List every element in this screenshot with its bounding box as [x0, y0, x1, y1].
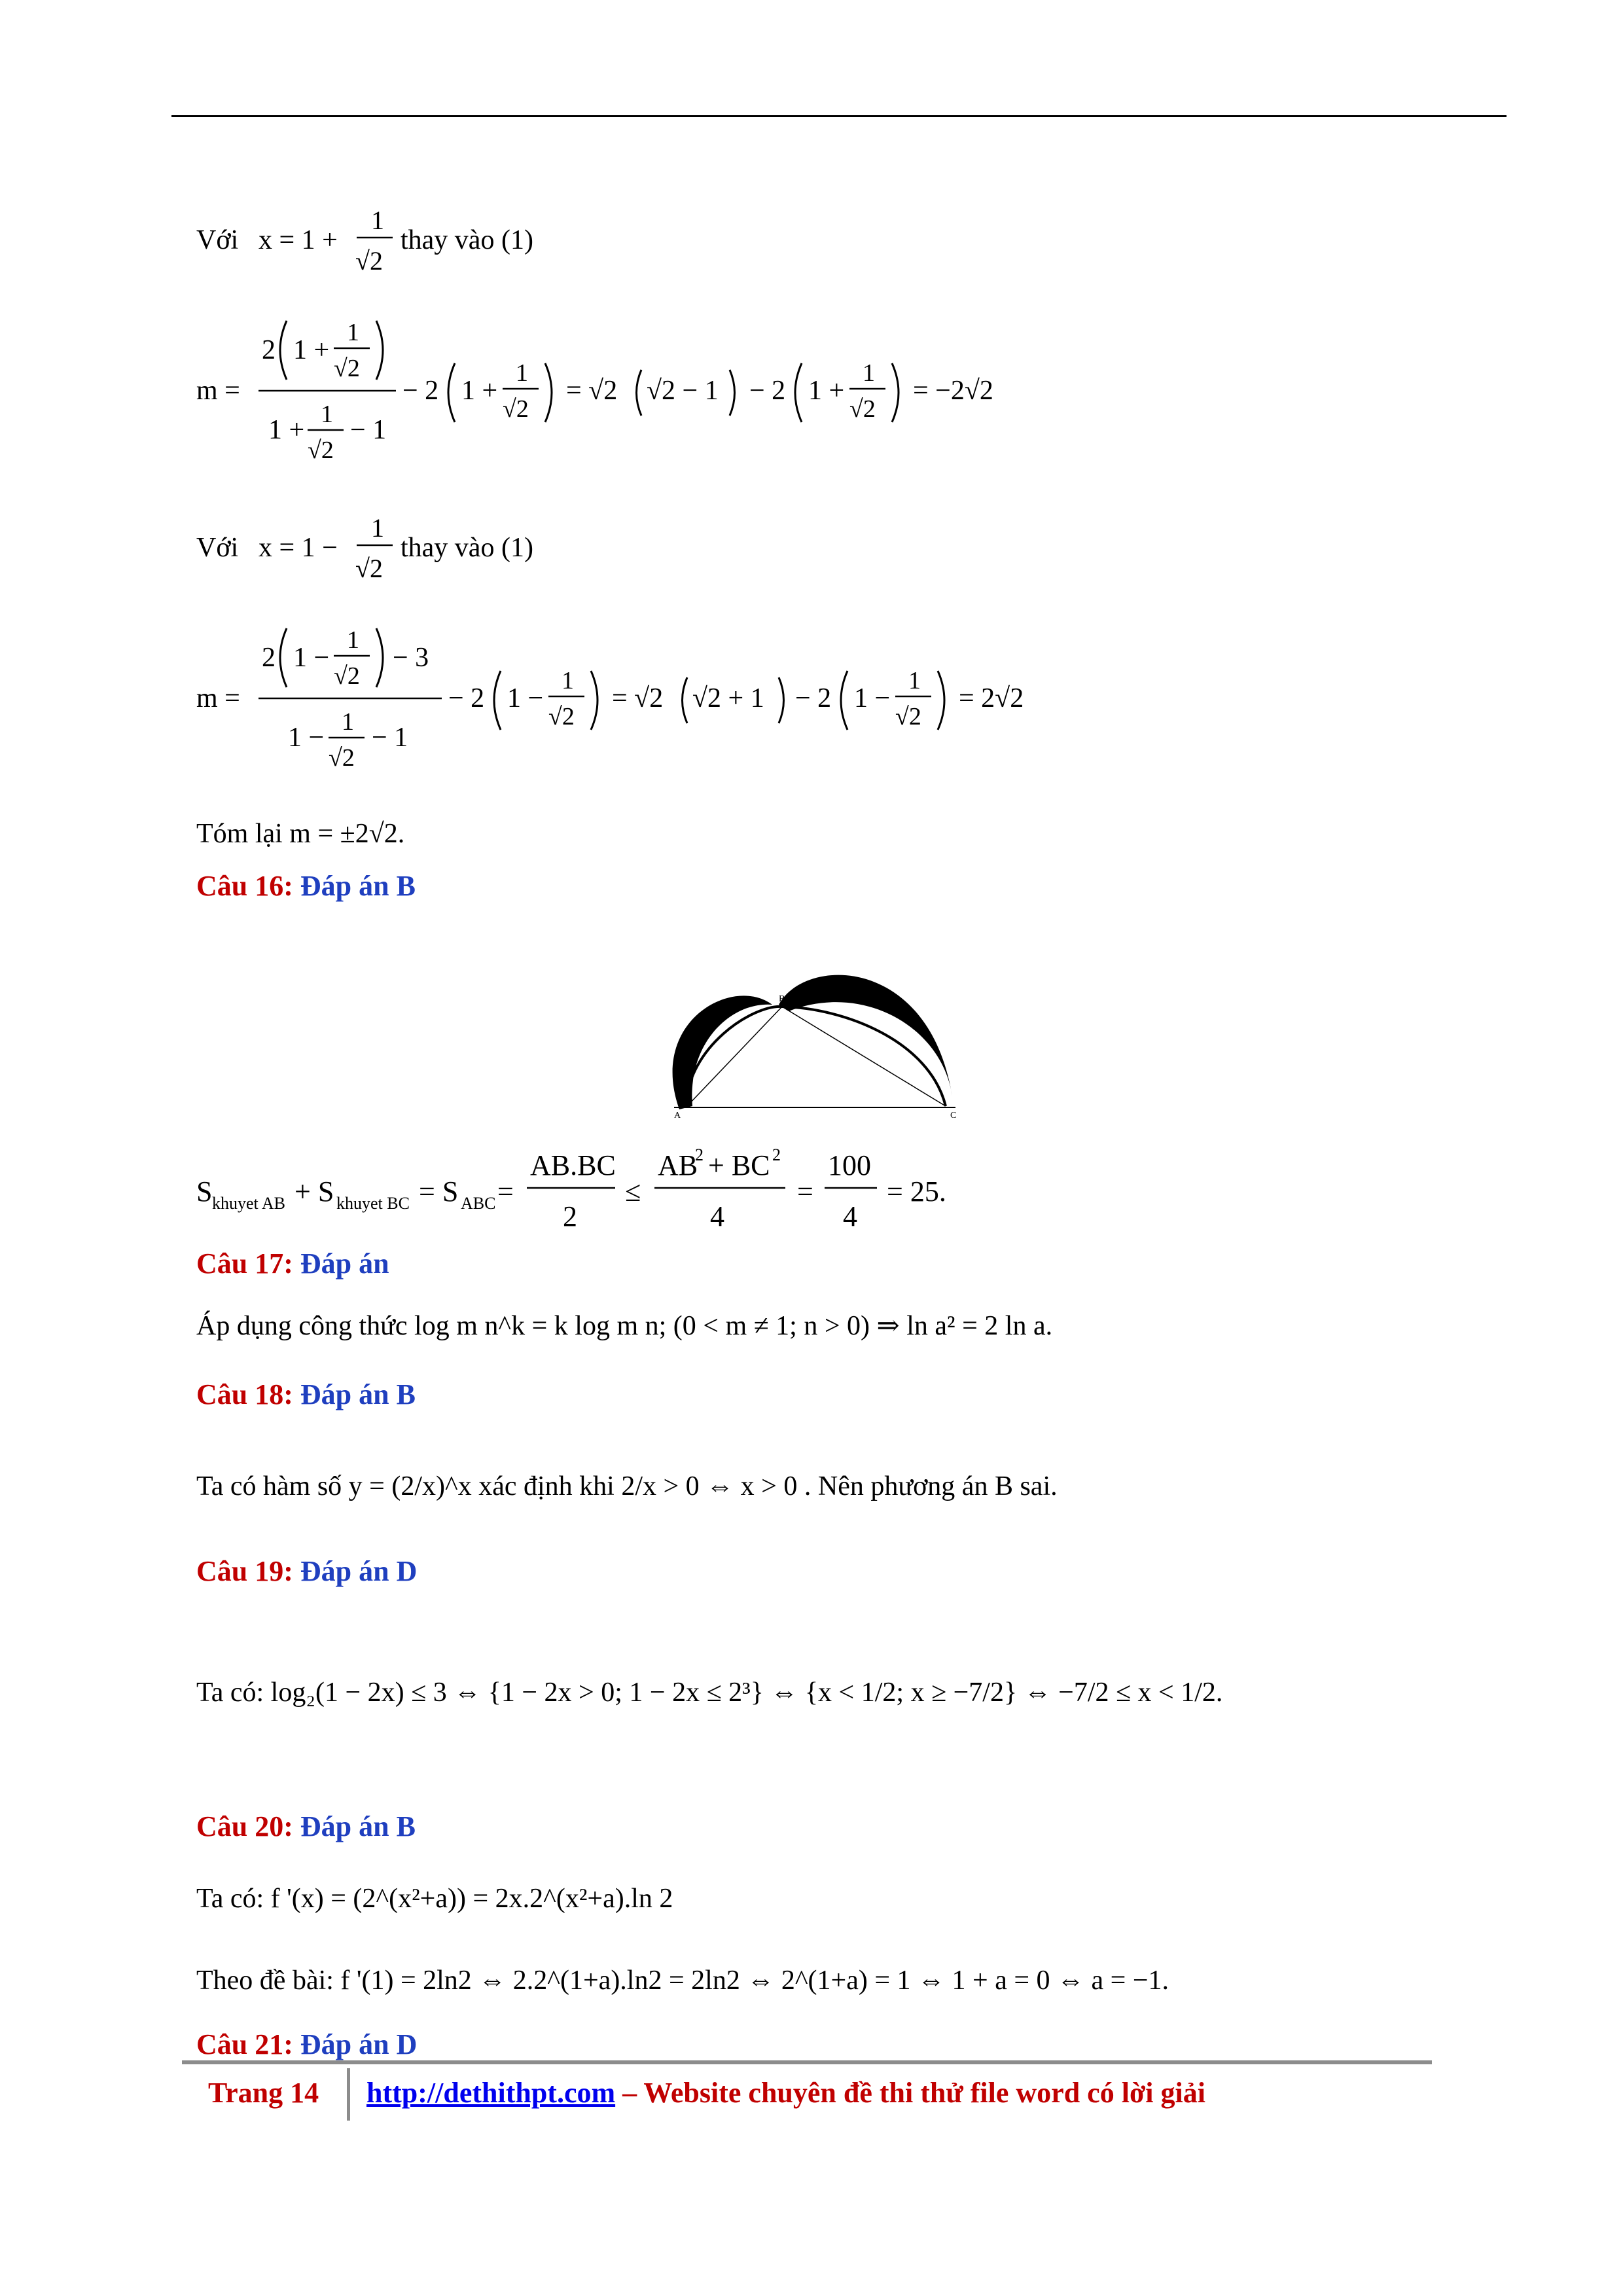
svg-text:− 1: − 1	[350, 415, 387, 445]
q16-heading	[196, 869, 416, 903]
q20-label: Câu 20:	[196, 1810, 293, 1842]
q18-text: Ta có hàm số y = (2/x)^x xác định khi 2/x > 0 ⇔ x > 0 . Nên phương án B sai.	[196, 1471, 1058, 1501]
svg-text:1: 1	[516, 359, 528, 387]
svg-text:2: 2	[262, 643, 276, 673]
q18-heading	[196, 1378, 416, 1412]
svg-text:+ BC: + BC	[708, 1149, 770, 1181]
svg-text:√2 + 1: √2 + 1	[692, 683, 764, 713]
svg-text:1: 1	[347, 626, 359, 654]
footer-url-link[interactable]: http://dethithpt.com	[366, 2077, 616, 2109]
svg-text:2: 2	[262, 335, 276, 365]
svg-text:ABC: ABC	[461, 1194, 496, 1213]
svg-text:√2: √2	[548, 703, 575, 730]
svg-text:≤: ≤	[625, 1175, 641, 1208]
q21-heading	[196, 2028, 417, 2062]
q18-answer: Đáp án B	[300, 1378, 416, 1410]
q16-figure	[648, 942, 975, 1119]
svg-text:1: 1	[342, 708, 354, 736]
svg-text:Với: Với	[196, 533, 239, 563]
svg-text:− 2: − 2	[402, 376, 439, 406]
math-line-3	[196, 504, 654, 596]
svg-text:=: =	[797, 1175, 813, 1208]
svg-text:x = 1 −: x = 1 −	[259, 533, 338, 563]
math-line-4	[196, 609, 1113, 798]
svg-text:1 +: 1 +	[268, 415, 305, 445]
svg-text:AB.BC: AB.BC	[530, 1149, 616, 1181]
svg-text:khuyet BC: khuyet BC	[336, 1194, 410, 1213]
svg-text:− 1: − 1	[372, 723, 408, 753]
svg-text:√2: √2	[334, 355, 360, 382]
svg-text:= S: = S	[419, 1175, 459, 1208]
svg-text:1: 1	[347, 319, 359, 346]
q19-text: Ta có: log₂(1 − 2x) ≤ 3 ⇔ {1 − 2x > 0; 1 − 2x ≤ 2³} ⇔ {x < 1/2; x ≥ −7/2} ⇔ −7/2 ≤ x < 1/2.	[196, 1677, 1223, 1708]
q17-heading	[196, 1247, 389, 1281]
footer-page: Trang 14	[208, 2077, 319, 2109]
footer-tagline: – Website chuyên đề thi thử file word có lời giải	[615, 2077, 1205, 2109]
svg-text:1 −: 1 −	[293, 643, 330, 673]
label-a: A	[674, 1111, 681, 1119]
math-line-1	[196, 196, 654, 288]
line1-text: thay vào (1)	[401, 225, 533, 255]
svg-text:AB: AB	[658, 1149, 698, 1181]
q20-text: Ta có: f '(x) = (2^(x²+a)) = 2x.2^(x²+a).ln 2	[196, 1884, 673, 1914]
line3-text: thay vào (1)	[401, 533, 533, 563]
footer-divider	[347, 2068, 350, 2121]
svg-text:2: 2	[772, 1145, 781, 1164]
svg-text:√2: √2	[308, 437, 334, 464]
svg-text:− 3: − 3	[393, 643, 429, 673]
line4-result: = 2√2	[959, 683, 1024, 713]
q16-formula	[196, 1136, 1047, 1247]
svg-text:1 −: 1 −	[854, 683, 891, 713]
svg-text:= √2: = √2	[566, 376, 618, 406]
q17-text: Áp dụng công thức log m n^k = k log m n; (0 < m ≠ 1; n > 0) ⇒ ln a² = 2 ln a.	[196, 1311, 1053, 1341]
svg-text:2: 2	[695, 1145, 704, 1164]
svg-text:√2: √2	[334, 662, 360, 690]
q21-answer: Đáp án D	[300, 2028, 418, 2060]
svg-text:√2: √2	[895, 703, 921, 730]
svg-text:− 2: − 2	[749, 376, 786, 406]
svg-text:+ S: + S	[294, 1175, 334, 1208]
footer-rule	[182, 2060, 1432, 2064]
svg-text:1: 1	[321, 401, 333, 428]
svg-text:1 −: 1 −	[288, 723, 325, 753]
svg-text:Với: Với	[196, 225, 239, 255]
svg-text:2: 2	[563, 1200, 577, 1232]
svg-text:√2: √2	[849, 395, 876, 423]
q20-answer: Đáp án B	[300, 1810, 416, 1842]
svg-text:= √2: = √2	[612, 683, 664, 713]
q16-label: Câu 16:	[196, 870, 293, 902]
svg-text:1 +: 1 +	[461, 376, 498, 406]
svg-text:1: 1	[863, 359, 875, 387]
svg-text:1 +: 1 +	[808, 376, 845, 406]
svg-text:1: 1	[371, 206, 384, 235]
svg-text:4: 4	[843, 1200, 857, 1232]
svg-text:1: 1	[371, 513, 384, 543]
footer-site	[366, 2076, 1205, 2109]
svg-text:√2: √2	[355, 554, 383, 583]
svg-text:4: 4	[710, 1200, 724, 1232]
svg-text:=: =	[497, 1175, 514, 1208]
svg-text:√2: √2	[329, 744, 355, 772]
svg-text:√2: √2	[355, 246, 383, 276]
svg-text:x = 1 +: x = 1 +	[259, 225, 338, 255]
svg-text:= 25.: = 25.	[887, 1175, 946, 1208]
svg-text:m =: m =	[196, 376, 240, 406]
svg-text:1: 1	[562, 667, 574, 694]
svg-text:S: S	[196, 1175, 213, 1208]
q21-label: Câu 21:	[196, 2028, 293, 2060]
q19-heading	[196, 1554, 417, 1588]
summary-line: Tóm lại m = ±2√2.	[196, 819, 405, 849]
label-c: C	[950, 1111, 957, 1119]
q18-label: Câu 18:	[196, 1378, 293, 1410]
svg-text:√2 − 1: √2 − 1	[647, 376, 719, 406]
line2-result: = −2√2	[913, 376, 993, 406]
q17-answer: Đáp án	[300, 1247, 389, 1280]
q19-answer: Đáp án D	[300, 1555, 418, 1587]
svg-text:− 2: − 2	[795, 683, 832, 713]
svg-text:khuyet AB: khuyet AB	[212, 1194, 285, 1213]
header-rule	[171, 115, 1507, 117]
svg-text:100: 100	[828, 1149, 871, 1181]
q16-answer: Đáp án B	[300, 870, 416, 902]
svg-text:1 −: 1 −	[507, 683, 544, 713]
svg-text:1: 1	[908, 667, 921, 694]
svg-text:m =: m =	[196, 683, 240, 713]
q19-label: Câu 19:	[196, 1555, 293, 1587]
math-line-2	[196, 301, 1113, 491]
q20-text2: Theo đề bài: f '(1) = 2ln2 ⇔ 2.2^(1+a).ln2 = 2ln2 ⇔ 2^(1+a) = 1 ⇔ 1 + a = 0 ⇔ a = −1.	[196, 1965, 1169, 1996]
q20-heading	[196, 1810, 416, 1844]
svg-text:− 2: − 2	[448, 683, 485, 713]
label-b: B	[779, 994, 785, 1004]
svg-text:√2: √2	[503, 395, 529, 423]
svg-text:1 +: 1 +	[293, 335, 330, 365]
q17-label: Câu 17:	[196, 1247, 293, 1280]
